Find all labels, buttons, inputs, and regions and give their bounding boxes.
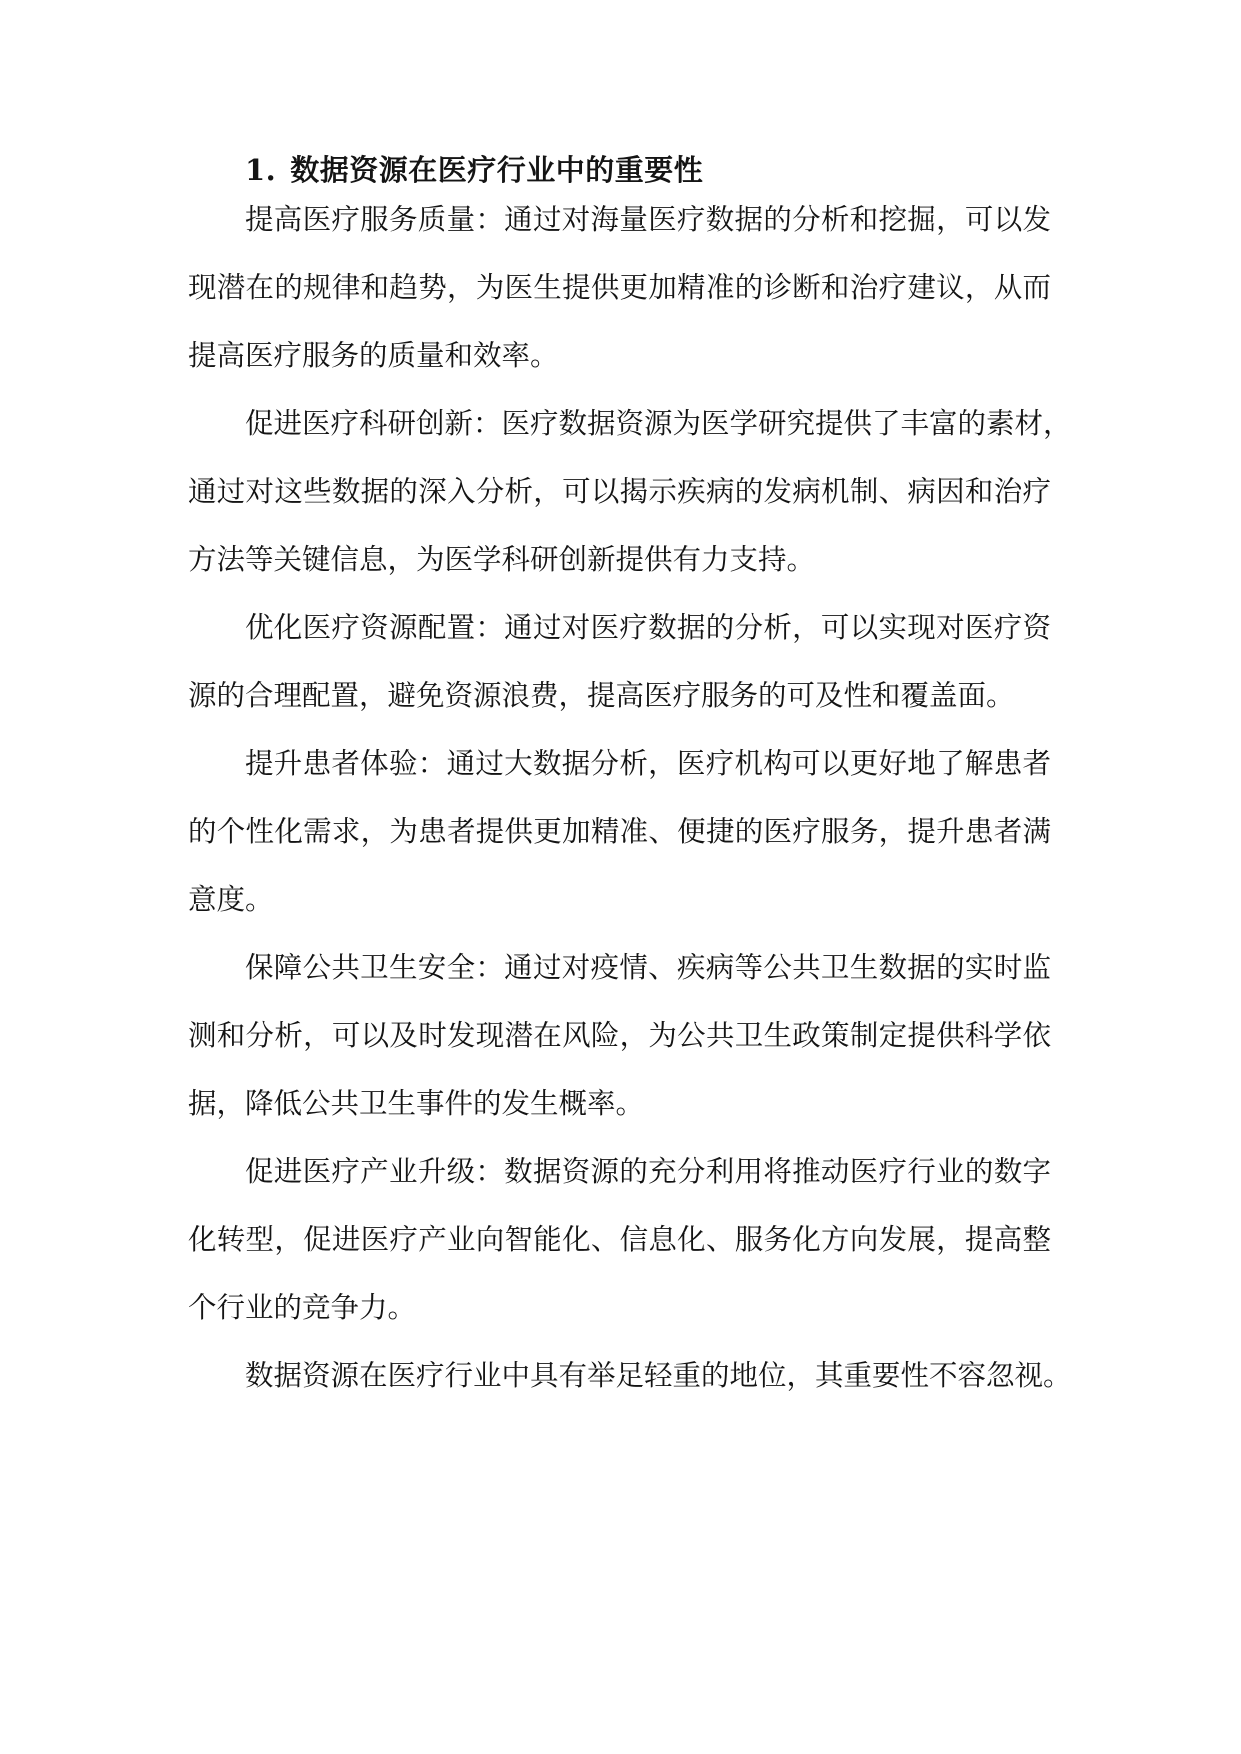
paragraph-line: 据，降低公共卫生事件的发生概率。 <box>188 1087 645 1120</box>
paragraph-line: 方法等关键信息，为医学科研创新提供有力支持。 <box>188 543 816 576</box>
paragraph-line: 优化医疗资源配置：通过对医疗数据的分析，可以实现对医疗资 <box>245 611 1051 644</box>
paragraph-line: 化转型，促进医疗产业向智能化、信息化、服务化方向发展，提高整 <box>188 1223 1051 1256</box>
section-title: 数据资源在医疗行业中的重要性 <box>290 153 704 187</box>
paragraph-line: 现潜在的规律和趋势，为医生提供更加精准的诊断和治疗建议，从而 <box>188 271 1051 304</box>
section-heading <box>245 148 703 192</box>
section-number: 1. <box>245 153 277 187</box>
paragraph-line: 数据资源在医疗行业中具有举足轻重的地位，其重要性不容忽视。 <box>245 1359 1072 1392</box>
paragraph-line: 源的合理配置，避免资源浪费，提高医疗服务的可及性和覆盖面。 <box>188 679 1015 712</box>
paragraph-line: 测和分析，可以及时发现潜在风险，为公共卫生政策制定提供科学依 <box>188 1019 1051 1052</box>
paragraph-line: 意度。 <box>188 883 274 916</box>
paragraph-line: 促进医疗科研创新：医疗数据资源为医学研究提供了丰富的素材， <box>245 407 1072 440</box>
paragraph-line: 通过对这些数据的深入分析，可以揭示疾病的发病机制、病因和治疗 <box>188 475 1051 508</box>
paragraph-line: 的个性化需求，为患者提供更加精准、便捷的医疗服务，提升患者满 <box>188 815 1051 848</box>
paragraph-line: 保障公共卫生安全：通过对疫情、疾病等公共卫生数据的实时监 <box>245 951 1051 984</box>
paragraph-line: 促进医疗产业升级：数据资源的充分利用将推动医疗行业的数字 <box>245 1155 1051 1188</box>
paragraph-line: 提高医疗服务质量：通过对海量医疗数据的分析和挖掘，可以发 <box>245 203 1051 236</box>
paragraph-line: 提升患者体验：通过大数据分析，医疗机构可以更好地了解患者 <box>245 747 1051 780</box>
paragraph-line: 个行业的竞争力。 <box>188 1291 417 1324</box>
paragraph-line: 提高医疗服务的质量和效率。 <box>188 339 559 372</box>
